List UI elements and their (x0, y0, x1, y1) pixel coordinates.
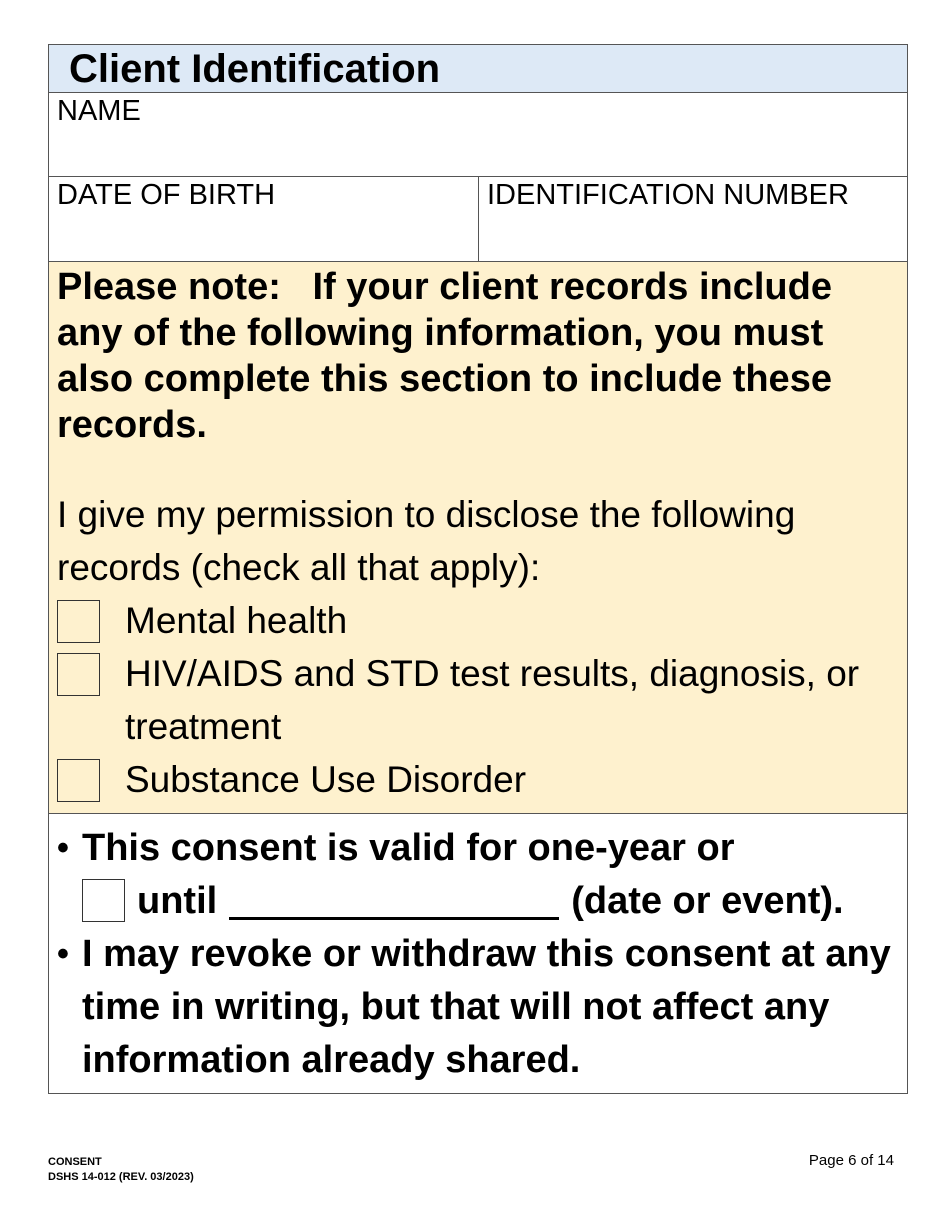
revoke-bullet (57, 928, 899, 1087)
form-number: DSHS 14-012 (REV. 03/2023) (48, 1171, 194, 1183)
mental-health-label: Mental health (125, 600, 348, 641)
section-title: Client Identification (49, 45, 907, 93)
option-substance-use (57, 753, 899, 806)
dob-id-row (49, 177, 907, 261)
validity-text: This consent is valid for one-year or (82, 827, 735, 869)
identification-number-label: IDENTIFICATION NUMBER (487, 179, 849, 211)
bullet-icon: • (57, 935, 69, 973)
substance-use-checkbox[interactable] (57, 759, 100, 802)
permission-text: I give my permission to disclose the following records (check all that apply): (57, 494, 796, 588)
consent-form-section (48, 44, 908, 1094)
name-label: NAME (57, 95, 141, 127)
revoke-text: I may revoke or withdraw this consent at any time in writing, but that will not affect any information already shared. (82, 933, 891, 1081)
hiv-aids-std-label: HIV/AIDS and STD test results, diagnosis, or treatment (125, 653, 860, 747)
date-or-event-label: (date or event). (571, 880, 844, 922)
name-field[interactable] (49, 93, 907, 177)
substance-use-label: Substance Use Disorder (125, 759, 527, 800)
until-date-blank[interactable] (229, 875, 559, 920)
hiv-aids-std-checkbox[interactable] (57, 653, 100, 696)
please-note-text: Please note: If your client records include any of the following information, you must also complete this section to include these records. (57, 266, 832, 446)
identification-number-field[interactable] (479, 177, 907, 261)
bullet-icon: • (57, 829, 69, 867)
form-identifier (48, 1155, 194, 1185)
option-mental-health (57, 594, 899, 647)
until-line (82, 875, 844, 928)
consent-terms (49, 814, 907, 1093)
form-label: CONSENT (48, 1156, 102, 1168)
page-number: Page 6 of 14 (808, 1152, 894, 1169)
date-of-birth-field[interactable] (49, 177, 479, 261)
option-hiv-aids-std (57, 647, 899, 753)
date-of-birth-label: DATE OF BIRTH (57, 179, 276, 211)
validity-bullet (57, 822, 899, 928)
until-label: until (137, 880, 218, 922)
until-checkbox[interactable] (82, 879, 125, 922)
mental-health-checkbox[interactable] (57, 600, 100, 643)
sensitive-records-section (49, 261, 907, 814)
